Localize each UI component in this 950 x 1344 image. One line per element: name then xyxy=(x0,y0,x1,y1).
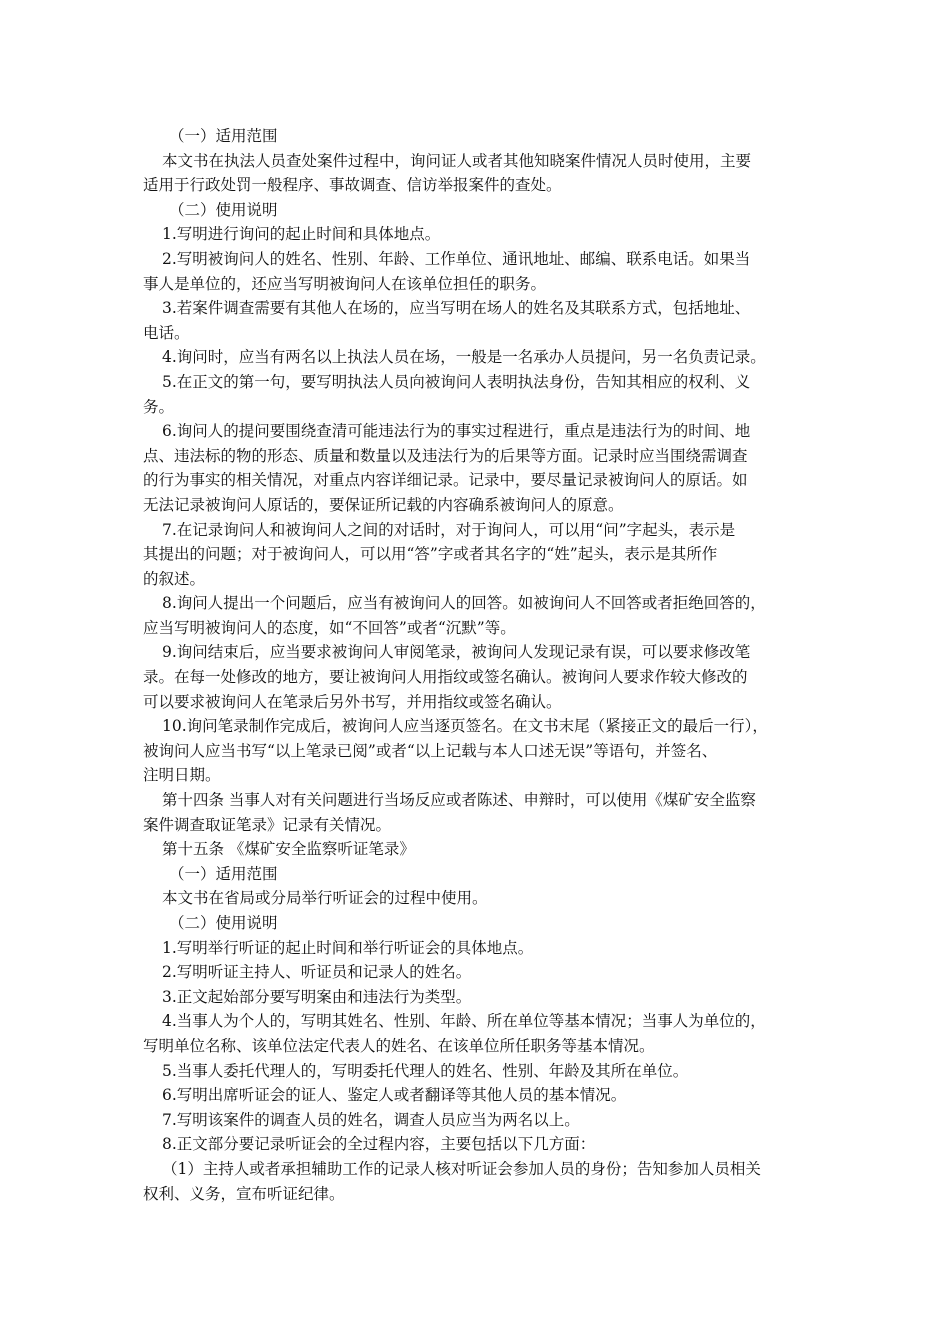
text-line: 6.询问人的提问要围绕查清可能违法行为的事实过程进行，重点是违法行为的时间、地 xyxy=(162,422,751,441)
paragraph xyxy=(143,911,815,936)
paragraph xyxy=(143,518,815,592)
text-line: （二）使用说明 xyxy=(169,914,278,932)
paragraph xyxy=(143,222,815,247)
text-line: 8.询问人提出一个问题后，应当有被询问人的回答。如被询问人不回答或者拒绝回答的， xyxy=(162,594,766,613)
paragraph xyxy=(143,345,815,370)
paragraph xyxy=(143,862,815,887)
text-line: 其提出的问题；对于被询问人，可以用“答”字或者其名字的“姓”起头，表示是其所作 xyxy=(143,545,718,564)
text-line: 7.在记录询问人和被询问人之间的对话时，对于询问人，可以用“问”字起头，表示是 xyxy=(162,520,736,539)
paragraph xyxy=(143,886,815,911)
text-line: 无法记录被询问人原话的，要保证所记载的内容确系被询问人的原意。 xyxy=(143,495,624,514)
text-line: （1）主持人或者承担辅助工作的记录人核对听证会参加人员的身份；告知参加人员相关 xyxy=(162,1159,761,1178)
text-line: 2.写明听证主持人、听证员和记录人的姓名。 xyxy=(162,963,472,982)
paragraph xyxy=(143,591,815,640)
text-line: 的行为事实的相关情况，对重点内容详细记录。记录中，要尽量记录被询问人的原话。如 xyxy=(143,471,748,490)
text-line: 录。在每一处修改的地方，要让被询问人用指纹或签名确认。被询问人要求作较大修改的 xyxy=(143,668,748,687)
paragraph xyxy=(143,1132,815,1157)
paragraph xyxy=(143,936,815,961)
document-body xyxy=(143,124,815,1206)
paragraph xyxy=(143,149,815,198)
paragraph xyxy=(143,1059,815,1084)
paragraph xyxy=(143,296,815,345)
text-line: 的叙述。 xyxy=(143,569,206,588)
paragraph xyxy=(143,960,815,985)
text-line: 应当写明被询问人的态度，如“不回答”或者“沉默”等。 xyxy=(143,618,516,637)
paragraph xyxy=(143,1083,815,1108)
text-line: 适用于行政处罚一般程序、事故调查、信访举报案件的查处。 xyxy=(143,176,562,195)
text-line: 事人是单位的，还应当写明被询问人在该单位担任的职务。 xyxy=(143,274,547,293)
text-line: 4.当事人为个人的，写明其姓名、性别、年龄、所在单位等基本情况；当事人为单位的， xyxy=(162,1012,766,1031)
text-line: 2.写明被询问人的姓名、性别、年龄、工作单位、通讯地址、邮编、联系电话。如果当 xyxy=(162,249,751,268)
paragraph xyxy=(143,837,815,862)
paragraph xyxy=(143,640,815,714)
text-line: 5.在正文的第一句，要写明执法人员向被询问人表明执法身份，告知其相应的权利、义 xyxy=(162,372,751,391)
paragraph xyxy=(143,1157,815,1206)
text-line: 电话。 xyxy=(143,323,190,342)
text-line: 务。 xyxy=(143,397,175,416)
text-line: 3.正文起始部分要写明案由和违法行为类型。 xyxy=(162,987,472,1006)
text-line: 4.询问时，应当有两名以上执法人员在场，一般是一名承办人员提问，另一名负责记录。 xyxy=(162,348,766,367)
text-line: 1.写明进行询问的起止时间和具体地点。 xyxy=(162,225,441,244)
text-line: （二）使用说明 xyxy=(169,200,278,219)
text-line: 案件调查取证笔录》记录有关情况。 xyxy=(143,815,392,834)
text-line: 写明单位名称、该单位法定代表人的姓名、在该单位所任职务等基本情况。 xyxy=(143,1036,655,1055)
paragraph xyxy=(143,370,815,419)
text-line: 第十四条 当事人对有关问题进行当场反应或者陈述、申辩时，可以使用《煤矿安全监察 xyxy=(162,791,756,810)
paragraph xyxy=(143,419,815,517)
text-line: 10.询问笔录制作完成后，被询问人应当逐页签名。在文书末尾（紧接正文的最后一行）， xyxy=(162,717,768,736)
text-line: 第十五条 《煤矿安全监察听证笔录》 xyxy=(162,840,415,859)
paragraph xyxy=(143,198,815,223)
text-line: 1.写明举行听证的起止时间和举行听证会的具体地点。 xyxy=(162,938,534,957)
text-line: 3.若案件调查需要有其他人在场的，应当写明在场人的姓名及其联系方式，包括地址、 xyxy=(162,299,751,318)
paragraph xyxy=(143,985,815,1010)
text-line: 7.写明该案件的调查人员的姓名，调查人员应当为两名以上。 xyxy=(162,1110,580,1129)
text-line: 9.询问结束后，应当要求被询问人审阅笔录，被询问人发现记录有误，可以要求修改笔 xyxy=(162,643,751,662)
text-line: 本文书在省局或分局举行听证会的过程中使用。 xyxy=(162,889,488,908)
text-line: 8.正文部分要记录听证会的全过程内容，主要包括以下几方面： xyxy=(162,1135,596,1154)
paragraph xyxy=(143,788,815,837)
text-line: 注明日期。 xyxy=(143,766,221,785)
paragraph xyxy=(143,714,815,788)
text-line: 5.当事人委托代理人的，写明委托代理人的姓名、性别、年龄及其所在单位。 xyxy=(162,1061,689,1080)
text-line: 点、违法标的物的形态、质量和数量以及违法行为的后果等方面。记录时应当围绕需调查 xyxy=(143,446,748,465)
text-line: （一）适用范围 xyxy=(169,864,278,883)
text-line: （一）适用范围 xyxy=(169,127,278,145)
text-line: 本文书在执法人员查处案件过程中，询问证人或者其他知晓案件情况人员时使用，主要 xyxy=(162,151,752,170)
text-line: 可以要求被询问人在笔录后另外书写，并用指纹或签名确认。 xyxy=(143,692,562,711)
paragraph xyxy=(143,124,815,149)
paragraph xyxy=(143,1009,815,1058)
paragraph xyxy=(143,1108,815,1133)
text-line: 6.写明出席听证会的证人、鉴定人或者翻译等其他人员的基本情况。 xyxy=(162,1086,627,1105)
paragraph xyxy=(143,247,815,296)
text-line: 被询问人应当书写“以上笔录已阅”或者“以上记载与本人口述无误”等语句，并签名、 xyxy=(143,741,718,760)
text-line: 权利、义务，宣布听证纪律。 xyxy=(143,1184,345,1203)
